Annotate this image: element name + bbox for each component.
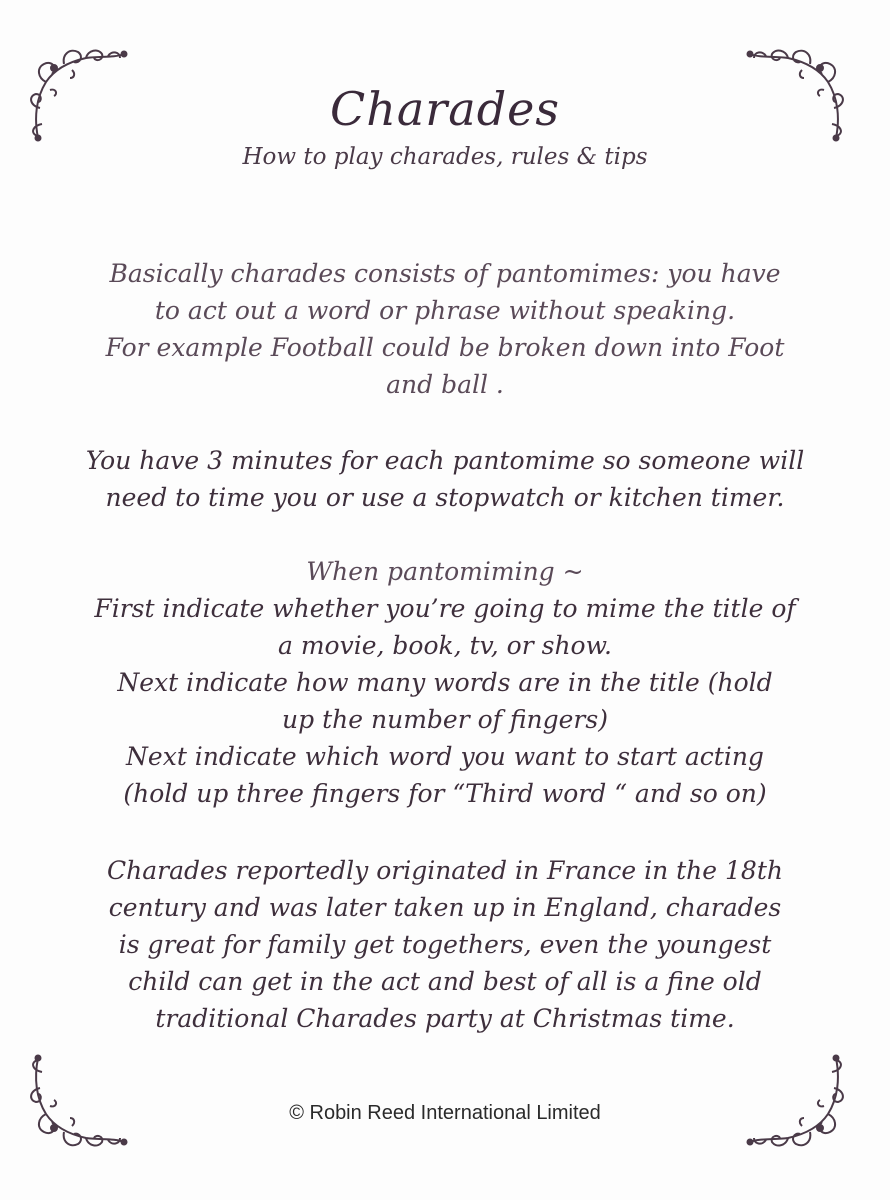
pantomime-line: Next indicate how many words are in the title (hold: [117, 668, 773, 697]
intro-line: Basically charades consists of pantomimes: you have: [109, 259, 781, 288]
timer-paragraph: [20, 442, 870, 516]
intro-line: For example Football could be broken down into Foot: [105, 333, 785, 362]
intro-line: to act out a word or phrase without speaking.: [154, 296, 736, 325]
history-paragraph: [20, 852, 870, 1037]
pantomime-line: a movie, book, tv, or show.: [278, 631, 612, 660]
pantomime-line: up the number of fingers): [282, 705, 608, 734]
history-line: Charades reportedly originated in France in the 18th: [106, 856, 783, 885]
copyright-notice: © Robin Reed International Limited: [289, 1102, 601, 1124]
intro-line: and ball .: [386, 370, 504, 399]
history-line: is great for family get togethers, even the youngest: [118, 930, 772, 959]
intro-paragraph: [20, 255, 870, 403]
timer-line: need to time you or use a stopwatch or kitchen timer.: [105, 483, 785, 512]
history-line: child can get in the act and best of all is a fine old: [128, 967, 762, 996]
history-line: century and was later taken up in England, charades: [108, 893, 782, 922]
pantomime-heading: When pantomiming ~: [306, 557, 584, 586]
pantomime-line: Next indicate which word you want to start acting: [126, 742, 764, 771]
page-subtitle: How to play charades, rules & tips: [242, 144, 648, 170]
pantomime-instructions: [20, 553, 870, 812]
pantomime-line: First indicate whether you’re going to mime the title of: [94, 594, 796, 623]
page-title: Charades: [330, 82, 560, 136]
history-line: traditional Charades party at Christmas time.: [155, 1004, 735, 1033]
timer-line: You have 3 minutes for each pantomime so someone will: [85, 446, 805, 475]
pantomime-line: (hold up three fingers for “Third word “ and so on): [123, 779, 767, 808]
